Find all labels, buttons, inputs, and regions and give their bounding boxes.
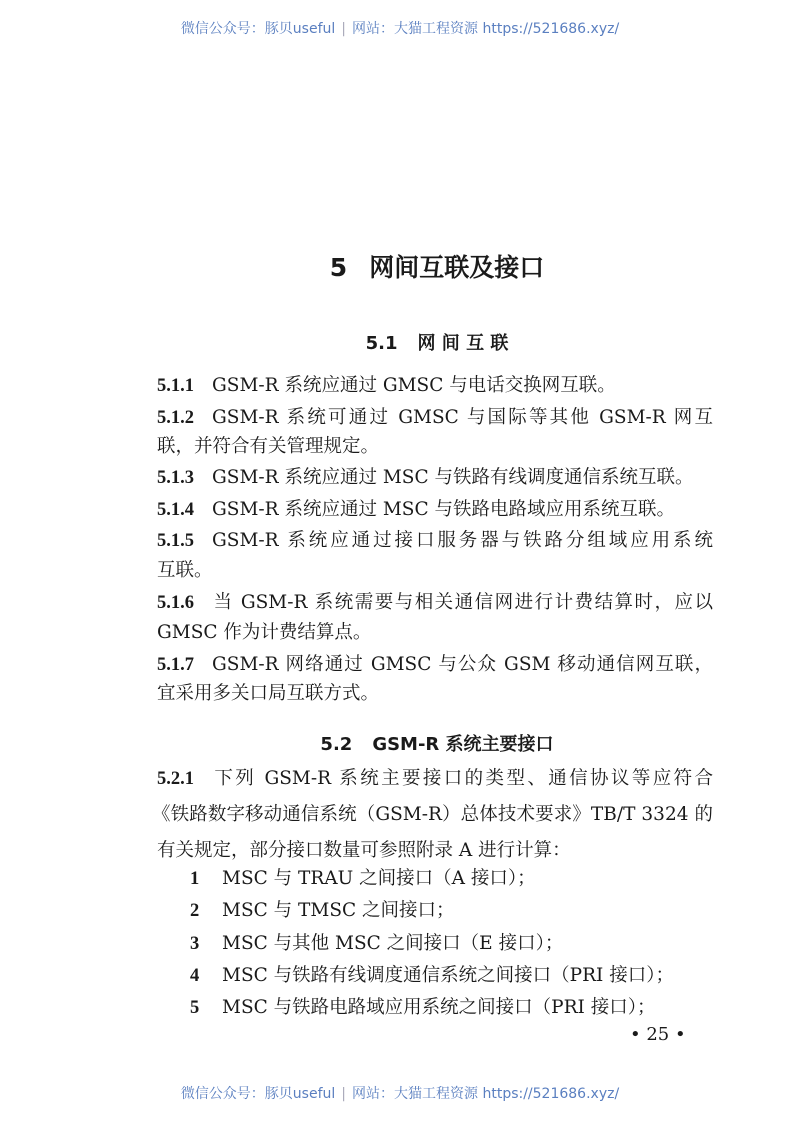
clause-5-1-6-cont (157, 618, 713, 644)
clause-5-1-7-cont (157, 679, 713, 705)
watermark-wechat: 微信公众号：豚贝useful (180, 21, 336, 37)
watermark-separator: | (341, 1086, 347, 1102)
list-text: MSC 与 TRAU 之间接口（A 接口）； (222, 868, 536, 889)
clause-number: 5.2.1 (157, 769, 194, 789)
clause-number: 5.1.1 (157, 376, 194, 396)
clause-text: GSM-R 系统应通过 MSC 与铁路有线调度通信系统互联。 (212, 467, 694, 488)
list-text: MSC 与其他 MSC 之间接口（E 接口）； (222, 933, 564, 954)
clause-5-1-2 (157, 403, 713, 429)
section-heading-5-1 (0, 329, 800, 355)
list-item (190, 864, 536, 890)
list-text: MSC 与铁路有线调度通信系统之间接口（PRI 接口）； (222, 965, 674, 986)
chapter-title (0, 248, 800, 284)
section-title: GSM-R 系统主要接口 (372, 734, 554, 755)
clause-number: 5.1.5 (157, 531, 194, 551)
clause-text: 《铁路数字移动通信系统（GSM-R）总体技术要求》TB/T 3324 的 (152, 804, 713, 825)
clause-text: GSM-R 网络通过 GMSC 与公众 GSM 移动通信网互联， (212, 654, 713, 675)
clause-5-1-5 (157, 526, 713, 552)
watermark-header (0, 18, 800, 38)
list-number: 1 (190, 869, 200, 889)
clause-text: 当 GSM-R 系统需要与相关通信网进行计费结算时，应以 (212, 592, 713, 613)
clause-5-1-4 (157, 495, 713, 521)
watermark-site: 网站：大猫工程资源 https://521686.xyz/ (352, 21, 620, 37)
list-item (190, 961, 674, 987)
section-number: 5.2 (320, 734, 353, 755)
list-text: MSC 与 TMSC 之间接口； (222, 900, 455, 921)
clause-5-1-1 (157, 371, 713, 397)
section-number: 5.1 (365, 333, 398, 354)
list-number: 3 (190, 934, 200, 954)
section-title: 网 间 互 联 (417, 333, 509, 354)
list-item (190, 929, 563, 955)
clause-5-1-2-cont (157, 432, 713, 458)
clause-number: 5.1.7 (157, 655, 194, 675)
clause-text: GMSC 作为计费结算点。 (157, 622, 372, 643)
clause-text: 互联。 (157, 560, 213, 581)
watermark-site: 网站：大猫工程资源 https://521686.xyz/ (352, 1086, 620, 1102)
clause-text: 宜采用多关口局互联方式。 (157, 683, 380, 704)
list-number: 5 (190, 998, 200, 1018)
clause-5-1-3 (157, 463, 713, 489)
clause-5-1-6 (157, 588, 713, 614)
clause-number: 5.1.2 (157, 408, 194, 428)
watermark-footer (0, 1083, 800, 1103)
clause-text: GSM-R 系统可通过 GMSC 与国际等其他 GSM-R 网互 (212, 407, 713, 428)
clause-number: 5.1.4 (157, 500, 194, 520)
list-item (190, 896, 455, 922)
chapter-number: 5 (329, 253, 348, 282)
clause-number: 5.1.3 (157, 468, 194, 488)
list-text: MSC 与铁路电路域应用系统之间接口（PRI 接口）； (222, 997, 656, 1018)
clause-text: 有关规定，部分接口数量可参照附录 A 进行计算： (157, 840, 571, 861)
list-number: 2 (190, 901, 200, 921)
clause-text: 下列 GSM-R 系统主要接口的类型、通信协议等应符合 (212, 768, 713, 789)
clause-number: 5.1.6 (157, 593, 194, 613)
clause-5-2-1-cont (157, 836, 713, 862)
watermark-separator: | (341, 21, 347, 37)
clause-text: GSM-R 系统应通过 MSC 与铁路电路域应用系统互联。 (212, 499, 675, 520)
watermark-wechat: 微信公众号：豚贝useful (180, 1086, 336, 1102)
clause-text: 联，并符合有关管理规定。 (157, 436, 380, 457)
section-heading-5-2 (0, 730, 800, 756)
list-number: 4 (190, 966, 200, 986)
clause-5-2-1-cont (152, 800, 713, 826)
page-number: • 25 • (630, 1024, 686, 1045)
list-item (190, 993, 655, 1019)
clause-text: GSM-R 系统应通过接口服务器与铁路分组域应用系统 (212, 530, 713, 551)
clause-5-1-7 (157, 650, 713, 676)
clause-text: GSM-R 系统应通过 GMSC 与电话交换网互联。 (212, 375, 616, 396)
chapter-title-text: 网间互联及接口 (369, 253, 545, 282)
clause-5-2-1 (157, 764, 713, 790)
clause-5-1-5-cont (157, 556, 713, 582)
